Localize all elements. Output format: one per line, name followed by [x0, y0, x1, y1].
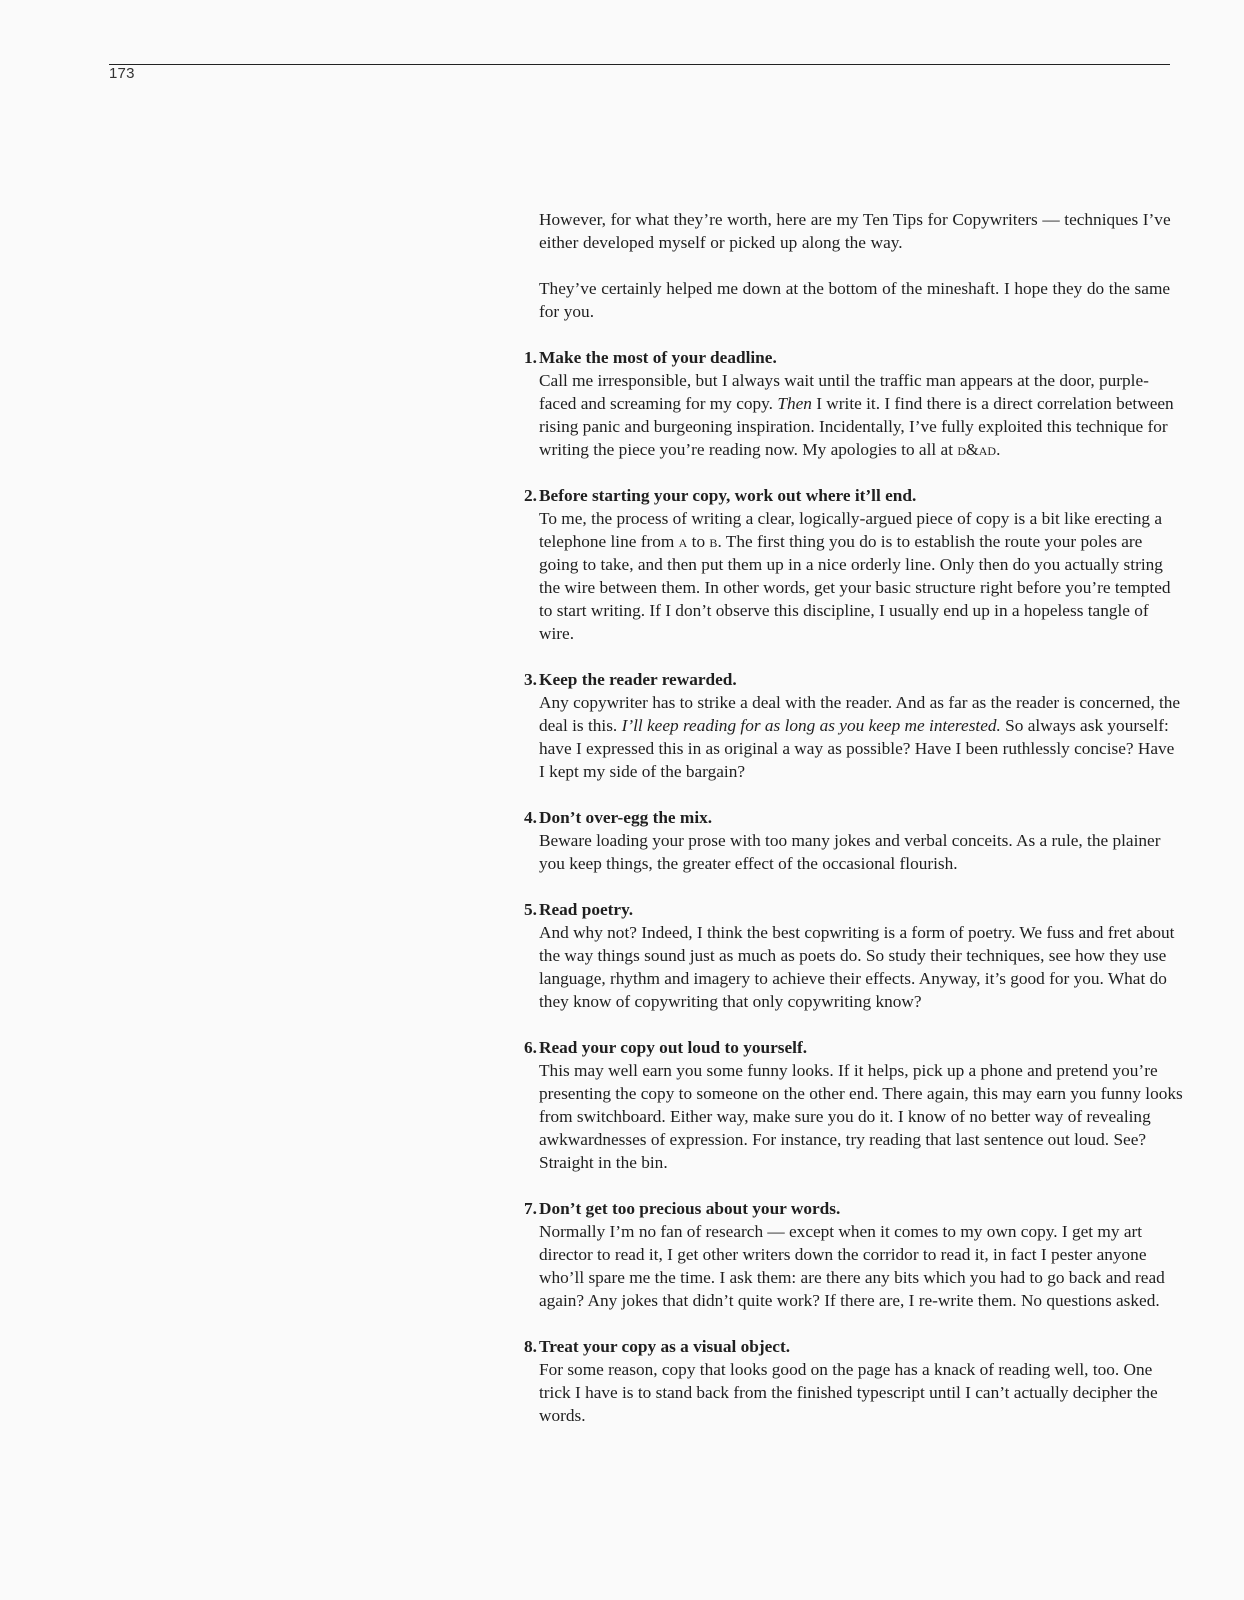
tip-number: 2.	[524, 486, 537, 505]
tip-number: 7.	[524, 1199, 537, 1218]
tip-number: 8.	[524, 1337, 537, 1356]
tip-heading	[524, 668, 1184, 691]
tip-text: Any copywriter has to strike a deal with the reader. And as far as the reader is concerned, the deal is this.	[539, 693, 1181, 735]
tip-heading	[524, 806, 1184, 829]
tip-body: And why not? Indeed, I think the best copwriting is a form of poetry. We fuss and fret about the way things sound just as much as poets do. So study their techniques, see how they use language, rhythm and imagery to achieve their effects. Anyway, it’s good for you. What do they know of copywriting that only copywriting know?	[539, 923, 1175, 1011]
tip-item	[524, 1036, 1184, 1174]
tip-title: Don’t over-egg the mix.	[539, 808, 713, 827]
tip-text: To me, the process of writing a clear, logically-argued piece of copy is a bit like erecting a telephone line from	[539, 509, 1163, 551]
tip-item	[524, 806, 1184, 875]
tip-title: Read poetry.	[539, 900, 634, 919]
tip-title: Treat your copy as a visual object.	[539, 1337, 791, 1356]
tip-emphasis: I’ll keep reading for as long as you keep me interested.	[621, 716, 1001, 735]
tip-title: Make the most of your deadline.	[539, 348, 777, 367]
tip-body: Beware loading your prose with too many jokes and verbal conceits. As a rule, the plainer you keep things, the greater effect of the occasional flourish.	[539, 831, 1161, 873]
tip-heading	[524, 1036, 1184, 1059]
tip-item	[524, 1197, 1184, 1312]
tip-item	[524, 668, 1184, 783]
intro-paragraph: They’ve certainly helped me down at the bottom of the mineshaft. I hope they do the same for you.	[539, 279, 1171, 321]
tip-heading	[524, 1335, 1184, 1358]
tip-small-caps: b	[709, 532, 718, 551]
header-rule	[109, 64, 1170, 65]
tip-heading	[524, 898, 1184, 921]
tip-emphasis: Then	[777, 394, 812, 413]
tip-item	[524, 898, 1184, 1013]
tip-number: 6.	[524, 1038, 537, 1057]
tip-text: So always ask yourself: have I expressed this in as original a way as possible? Have I been ruthlessly concise? Have I kept my side of the bargain?	[539, 716, 1175, 781]
tip-body: Normally I’m no fan of research — except when it comes to my own copy. I get my art director to read it, I get other writers down the corridor to read it, in fact I pester anyone who’ll spare me the time. I ask them: are there any bits which you had to go back and read again? Any jokes that didn’t quite work? If there are, I re-write them. No questions asked.	[539, 1222, 1165, 1310]
tip-text: to	[687, 532, 710, 551]
tip-text: I write it. I find there is a direct correlation between rising panic and burgeoning inspiration. Incidentally, I’ve fully exploited this technique for writing the piece you’re reading now. My apologies to all at	[539, 394, 1174, 459]
tip-body	[539, 507, 1184, 645]
tip-body	[539, 369, 1184, 461]
tip-text: Call me irresponsible, but I always wait until the traffic man appears at the door, purple-faced and screaming for my copy.	[539, 371, 1149, 413]
tip-body: This may well earn you some funny looks. If it helps, pick up a phone and pretend you’re presenting the copy to someone on the other end. There again, this may earn you funny looks from switchboard. Either way, make sure you do it. I know of no better way of revealing awkwardnesses of expression. For instance, try reading that last sentence out loud. See? Straight in the bin.	[539, 1061, 1183, 1172]
tip-title: Before starting your copy, work out where it’ll end.	[539, 486, 917, 505]
tip-small-caps: d&ad	[957, 440, 997, 459]
tip-text: . The first thing you do is to establish the route your poles are going to take, and then put them up in a nice orderly line. Only then do you actually string the wire between them. In other words, get your basic structure right before you’re tempted to start writing. If I don’t observe this discipline, I usually end up in a hopeless tangle of wire.	[539, 532, 1171, 643]
tip-item	[524, 484, 1184, 645]
tip-title: Read your copy out loud to yourself.	[539, 1038, 808, 1057]
tip-item	[524, 1335, 1184, 1427]
tip-number: 3.	[524, 670, 537, 689]
tip-heading	[524, 484, 1184, 507]
tip-small-caps: a	[678, 532, 688, 551]
tip-number: 1.	[524, 348, 537, 367]
tip-body: For some reason, copy that looks good on the page has a knack of reading well, too. One trick I have is to stand back from the finished typescript until I can’t actually decipher the words.	[539, 1360, 1158, 1425]
tip-body	[539, 691, 1184, 783]
tip-number: 4.	[524, 808, 537, 827]
page-number: 173	[109, 65, 135, 82]
intro-paragraph: However, for what they’re worth, here are my Ten Tips for Copywriters — techniques I’ve either developed myself or picked up along the way.	[539, 210, 1171, 252]
article-body	[524, 208, 1184, 1450]
tip-heading	[524, 346, 1184, 369]
tip-item	[524, 346, 1184, 461]
tip-title: Keep the reader rewarded.	[539, 670, 737, 689]
tip-text: .	[996, 440, 1001, 459]
tip-number: 5.	[524, 900, 537, 919]
tip-title: Don’t get too precious about your words.	[539, 1199, 841, 1218]
tip-heading	[524, 1197, 1184, 1220]
